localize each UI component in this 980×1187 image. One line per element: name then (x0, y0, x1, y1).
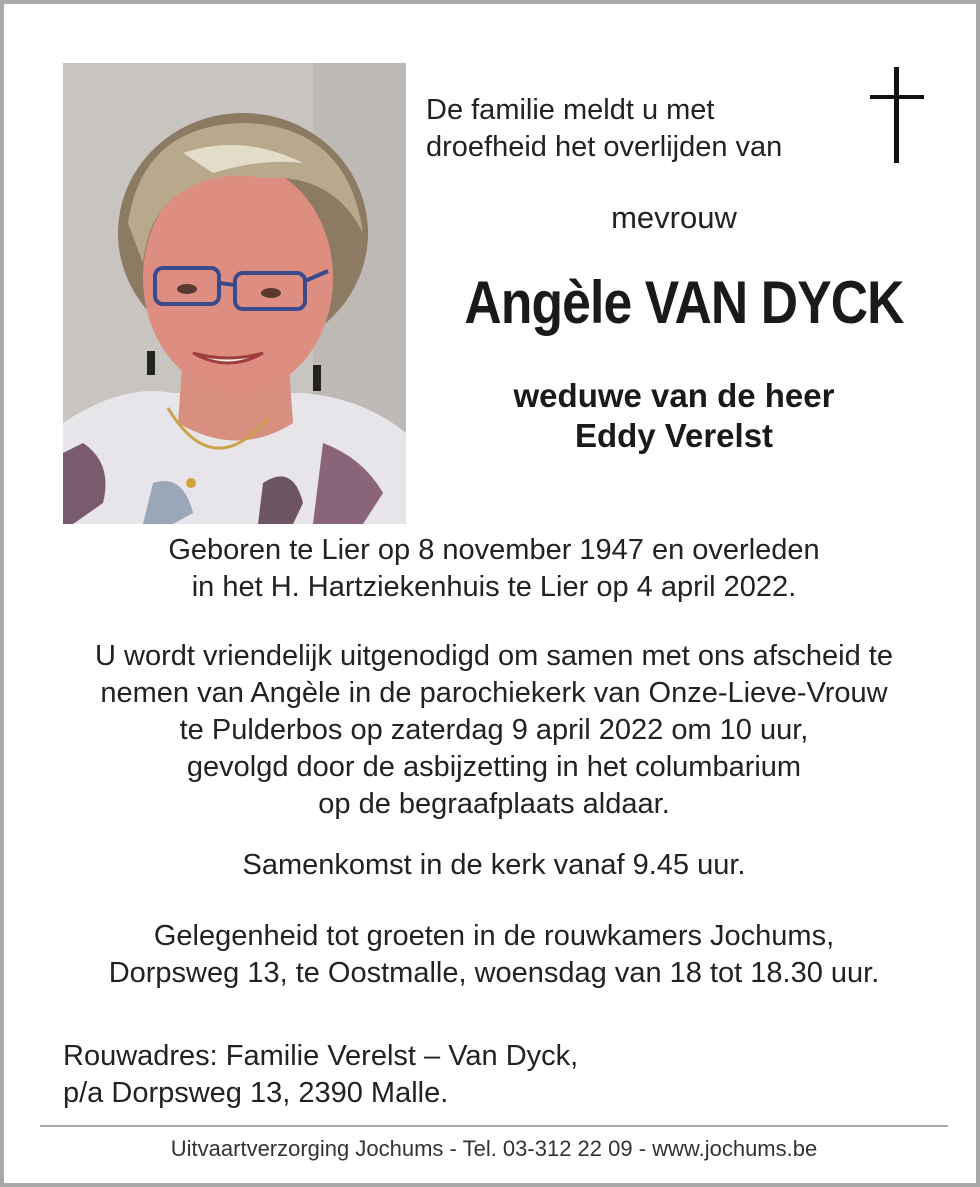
gathering-text: Samenkomst in de kerk vanaf 9.45 uur. (242, 849, 746, 881)
text-line: op de begraafplaats aldaar. (318, 788, 670, 820)
text-line: gevolgd door de asbijzetting in het columbarium (186, 751, 802, 783)
mourning-address (63, 1038, 763, 1112)
deceased-name: Angèle VAN DYCK (464, 269, 904, 336)
spouse-info (434, 376, 914, 456)
text-line: Dorpsweg 13, te Oostmalle, woensdag van 18 tot 18.30 uur. (108, 957, 880, 989)
text-line: Geboren te Lier op 8 november 1947 en overleden (168, 534, 820, 566)
salutation: mevrouw (611, 200, 737, 235)
spouse-line: Eddy Verelst (574, 417, 774, 454)
text-line: in het H. Hartziekenhuis te Lier op 4 april 2022. (191, 571, 797, 603)
invitation-text (44, 638, 944, 823)
intro-text (426, 92, 846, 166)
text-line: U wordt vriendelijk uitgenodigd om samen met ons afscheid te (95, 640, 893, 672)
intro-line: De familie meldt u met (426, 94, 715, 126)
birth-death-text (44, 532, 944, 606)
portrait-photo (63, 63, 406, 524)
text-line: nemen van Angèle in de parochiekerk van Onze-Lieve-Vrouw (100, 677, 888, 709)
text-line: te Pulderbos op zaterdag 9 april 2022 om 10 uur, (179, 714, 809, 746)
intro-line: droefheid het overlijden van (426, 131, 783, 163)
address-line: Rouwadres: Familie Verelst – Van Dyck, (63, 1040, 579, 1072)
address-line: p/a Dorpsweg 13, 2390 Malle. (63, 1077, 449, 1109)
spouse-line: weduwe van de heer (513, 377, 835, 414)
footer-divider (40, 1125, 948, 1127)
visitation-text (44, 918, 944, 992)
funeral-home-footer: Uitvaartverzorging Jochums - Tel. 03-312 22 09 - www.jochums.be (170, 1136, 818, 1161)
cross-icon (868, 67, 926, 170)
text-line: Gelegenheid tot groeten in de rouwkamers Jochums, (153, 920, 835, 952)
